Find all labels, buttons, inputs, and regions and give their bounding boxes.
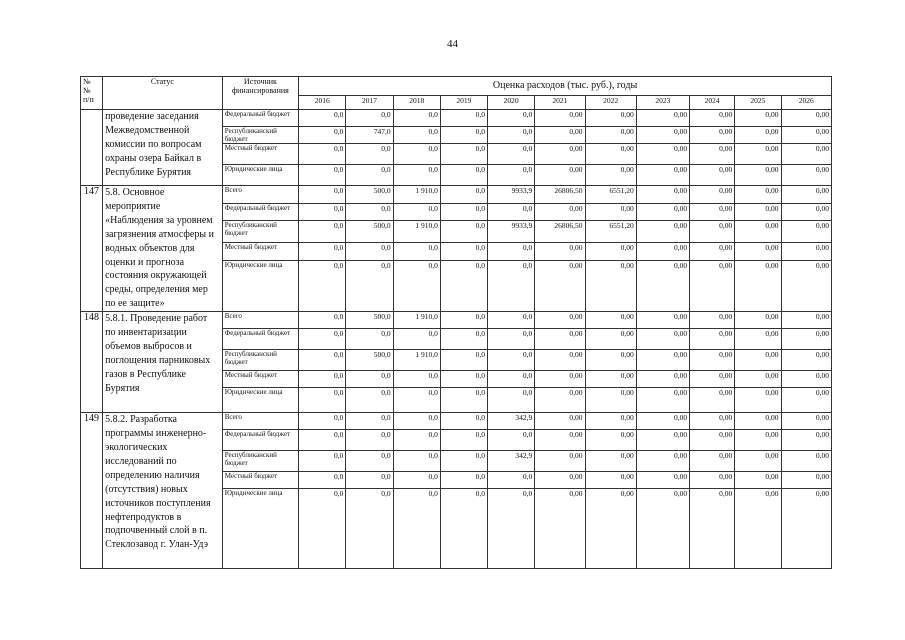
- expense-value: 0,0: [299, 413, 346, 430]
- row-number: 149: [81, 413, 103, 569]
- expense-value: 0,00: [781, 430, 831, 451]
- expense-value: 0,00: [636, 110, 689, 127]
- expense-value: 0,00: [535, 144, 585, 165]
- header-status: Статус: [103, 77, 223, 110]
- expense-value: 0,0: [299, 350, 346, 371]
- expense-value: 0,00: [690, 489, 735, 569]
- funding-source: Федеральный бюджет: [222, 110, 298, 127]
- expense-value: 0,00: [636, 144, 689, 165]
- expense-value: 0,00: [690, 127, 735, 144]
- expense-value: 0,0: [393, 110, 440, 127]
- page-number: 44: [447, 38, 458, 50]
- expense-value: 0,00: [781, 329, 831, 350]
- expense-value: 0,00: [636, 221, 689, 243]
- expense-value: 0,00: [585, 329, 636, 350]
- funding-source: Юридические лица: [222, 388, 298, 413]
- expense-value: 0,00: [690, 350, 735, 371]
- expense-value: 0,0: [393, 165, 440, 186]
- funding-source: Всего: [222, 186, 298, 204]
- expense-value: 0,0: [440, 110, 487, 127]
- table-row: [81, 186, 832, 204]
- row-number: 147: [81, 186, 103, 312]
- expense-value: 0,0: [346, 430, 393, 451]
- expense-value: 0,0: [346, 489, 393, 569]
- year-header: 2017: [346, 96, 393, 110]
- expense-value: 0,0: [393, 127, 440, 144]
- expense-value: 0,00: [690, 430, 735, 451]
- expense-value: 0,00: [636, 350, 689, 371]
- expense-value: 0,0: [440, 350, 487, 371]
- expense-value: 0,0: [393, 489, 440, 569]
- expense-value: 0,00: [636, 203, 689, 221]
- expense-value: 0,00: [535, 430, 585, 451]
- expense-value: 0,0: [440, 127, 487, 144]
- funding-source: Всего: [222, 312, 298, 329]
- expense-value: 0,0: [393, 413, 440, 430]
- expense-value: 0,00: [735, 186, 781, 204]
- expense-value: 0,0: [393, 472, 440, 489]
- expense-value: 0,00: [690, 413, 735, 430]
- expense-value: 0,00: [735, 472, 781, 489]
- expense-value: 0,00: [735, 371, 781, 388]
- status-text: 5.8.2. Разработка программы инженерно-экологических исследований по определению наличия (отсутствия) новых источников поступления нефтепродуктов в подпочвенный слой в п. Стеклозавод г. Улан-Удэ: [103, 413, 223, 569]
- expense-value: 0,00: [636, 413, 689, 430]
- expense-value: 0,00: [781, 221, 831, 243]
- expense-value: 0,00: [585, 243, 636, 261]
- expense-value: 0,00: [690, 110, 735, 127]
- funding-source: Местный бюджет: [222, 472, 298, 489]
- expense-value: 0,00: [535, 489, 585, 569]
- expense-value: 0,0: [488, 144, 535, 165]
- expense-value: 0,0: [440, 388, 487, 413]
- expense-value: 0,0: [346, 261, 393, 312]
- expense-value: 0,00: [735, 413, 781, 430]
- header-source: Источник финансирования: [222, 77, 298, 110]
- expense-value: 0,00: [636, 312, 689, 329]
- expense-value: 0,00: [781, 186, 831, 204]
- year-header: 2021: [535, 96, 585, 110]
- expense-value: 0,0: [488, 371, 535, 388]
- expense-value: 0,0: [299, 430, 346, 451]
- expense-value: 1 910,0: [393, 186, 440, 204]
- expense-value: 0,00: [535, 350, 585, 371]
- funding-source: Юридические лица: [222, 165, 298, 186]
- expense-value: 747,0: [346, 127, 393, 144]
- expense-value: 0,0: [488, 350, 535, 371]
- expense-value: 26806,50: [535, 221, 585, 243]
- expense-value: 0,00: [636, 489, 689, 569]
- expense-value: 0,00: [585, 413, 636, 430]
- year-header: 2022: [585, 96, 636, 110]
- expense-value: 0,0: [488, 489, 535, 569]
- expense-value: 0,00: [781, 261, 831, 312]
- expense-value: 0,00: [781, 451, 831, 472]
- year-header: 2016: [299, 96, 346, 110]
- expense-value: 0,00: [636, 388, 689, 413]
- table-row: [81, 312, 832, 329]
- expense-value: 0,00: [535, 472, 585, 489]
- expense-value: 0,0: [299, 489, 346, 569]
- funding-source: Юридические лица: [222, 261, 298, 312]
- expense-value: 0,00: [735, 350, 781, 371]
- expense-value: 0,00: [535, 127, 585, 144]
- expense-value: 0,00: [585, 203, 636, 221]
- expense-value: 0,00: [781, 350, 831, 371]
- expense-value: 0,0: [299, 371, 346, 388]
- expense-value: 0,0: [346, 203, 393, 221]
- expense-value: 0,0: [299, 243, 346, 261]
- expense-value: 0,0: [440, 430, 487, 451]
- expense-value: 500,0: [346, 312, 393, 329]
- expense-value: 0,00: [781, 203, 831, 221]
- expense-value: 0,00: [535, 243, 585, 261]
- expense-value: 500,0: [346, 350, 393, 371]
- expense-value: 0,00: [781, 312, 831, 329]
- expense-value: 0,00: [535, 388, 585, 413]
- expense-value: 1 910,0: [393, 221, 440, 243]
- year-header: 2025: [735, 96, 781, 110]
- expense-value: 0,00: [781, 110, 831, 127]
- expense-value: 0,0: [488, 472, 535, 489]
- status-text: 5.8.1. Проведение работ по инвентаризации объемов выбросов и поглощения парниковых газов в Республике Бурятия: [103, 312, 223, 413]
- expense-value: 0,00: [535, 203, 585, 221]
- expense-value: 0,00: [735, 489, 781, 569]
- funding-source: Местный бюджет: [222, 144, 298, 165]
- expense-value: 0,0: [299, 165, 346, 186]
- expense-value: 0,0: [393, 371, 440, 388]
- expense-value: 0,0: [488, 329, 535, 350]
- expense-value: 500,0: [346, 186, 393, 204]
- expense-value: 0,0: [299, 144, 346, 165]
- expense-value: 0,0: [440, 413, 487, 430]
- expense-value: 0,00: [636, 165, 689, 186]
- expense-value: 0,0: [299, 203, 346, 221]
- expense-value: 9933,9: [488, 221, 535, 243]
- expense-value: 0,0: [393, 144, 440, 165]
- expense-value: 0,0: [346, 371, 393, 388]
- expense-value: 0,00: [735, 261, 781, 312]
- expense-value: 0,0: [346, 451, 393, 472]
- expense-value: 26806,50: [535, 186, 585, 204]
- expense-value: 342,9: [488, 451, 535, 472]
- expense-value: 0,0: [393, 243, 440, 261]
- expense-value: 1 910,0: [393, 312, 440, 329]
- expense-value: 0,00: [781, 371, 831, 388]
- expense-value: 1 910,0: [393, 350, 440, 371]
- expense-value: 6551,20: [585, 221, 636, 243]
- expense-value: 500,0: [346, 221, 393, 243]
- expense-value: 0,00: [535, 371, 585, 388]
- funding-source: Республиканский бюджет: [222, 127, 298, 144]
- table-row: [81, 110, 832, 127]
- year-header: 2020: [488, 96, 535, 110]
- expense-value: 0,00: [585, 388, 636, 413]
- expense-value: 0,0: [488, 127, 535, 144]
- expense-value: 0,00: [535, 451, 585, 472]
- expense-value: 0,0: [346, 413, 393, 430]
- expense-value: 0,00: [735, 165, 781, 186]
- expense-value: 0,0: [440, 329, 487, 350]
- expense-value: 0,00: [735, 144, 781, 165]
- funding-source: Республиканский бюджет: [222, 350, 298, 371]
- expense-value: 0,00: [585, 430, 636, 451]
- funding-source: Местный бюджет: [222, 371, 298, 388]
- expense-value: 0,00: [781, 127, 831, 144]
- expense-value: 0,00: [636, 472, 689, 489]
- table-row: [81, 413, 832, 430]
- expense-value: 0,00: [690, 329, 735, 350]
- expense-value: 0,00: [690, 312, 735, 329]
- expense-value: 0,0: [299, 186, 346, 204]
- expense-value: 0,00: [735, 127, 781, 144]
- expense-value: 0,0: [440, 451, 487, 472]
- expense-value: 0,0: [346, 144, 393, 165]
- status-text: проведение заседания Межведомственной комиссии по вопросам охраны озера Байкал в Республике Бурятия: [103, 110, 223, 186]
- expense-value: 0,0: [488, 261, 535, 312]
- expense-value: 0,0: [488, 110, 535, 127]
- expense-value: 0,00: [690, 472, 735, 489]
- funding-source: Всего: [222, 413, 298, 430]
- expense-value: 0,00: [690, 261, 735, 312]
- expense-value: 0,0: [440, 203, 487, 221]
- expense-value: 0,00: [690, 221, 735, 243]
- expense-value: 0,00: [585, 371, 636, 388]
- expense-value: 0,00: [585, 350, 636, 371]
- expense-value: 0,0: [299, 451, 346, 472]
- expense-value: 0,0: [393, 451, 440, 472]
- expense-value: 0,0: [488, 203, 535, 221]
- status-text: 5.8. Основное мероприятие «Наблюдения за уровнем загрязнения атмосферы и водных объектов для оценки и прогноза состояния окружающей среды, определения мер по ее защите»: [103, 186, 223, 312]
- expense-value: 0,0: [488, 165, 535, 186]
- expense-value: 0,00: [535, 110, 585, 127]
- funding-source: Федеральный бюджет: [222, 203, 298, 221]
- expense-value: 0,0: [440, 371, 487, 388]
- expense-value: 0,00: [781, 489, 831, 569]
- expense-value: 0,0: [440, 312, 487, 329]
- header-num: № № п/п: [81, 77, 103, 110]
- expense-value: 0,00: [585, 312, 636, 329]
- expense-value: 0,00: [636, 430, 689, 451]
- expense-value: 0,0: [488, 430, 535, 451]
- expense-value: 0,0: [440, 186, 487, 204]
- expense-value: 0,00: [690, 371, 735, 388]
- expense-value: 9933,9: [488, 186, 535, 204]
- year-header: 2019: [440, 96, 487, 110]
- expense-value: 0,0: [299, 127, 346, 144]
- expense-value: 0,00: [690, 388, 735, 413]
- expense-value: 0,00: [690, 165, 735, 186]
- expense-value: 0,0: [346, 243, 393, 261]
- expense-value: 0,0: [488, 312, 535, 329]
- expense-value: 0,0: [488, 243, 535, 261]
- expense-value: 0,0: [346, 165, 393, 186]
- year-header: 2023: [636, 96, 689, 110]
- expense-value: 0,00: [781, 165, 831, 186]
- expense-value: 0,00: [535, 329, 585, 350]
- expense-value: 0,00: [735, 388, 781, 413]
- expense-value: 0,0: [346, 329, 393, 350]
- funding-source: Республиканский бюджет: [222, 451, 298, 472]
- expense-value: 0,00: [735, 451, 781, 472]
- expense-value: 0,00: [585, 144, 636, 165]
- funding-source: Федеральный бюджет: [222, 329, 298, 350]
- expense-value: 0,00: [535, 312, 585, 329]
- expense-value: 0,00: [781, 413, 831, 430]
- expense-value: 0,00: [781, 243, 831, 261]
- expense-value: 0,00: [735, 430, 781, 451]
- expense-value: 0,00: [585, 489, 636, 569]
- year-header: 2024: [690, 96, 735, 110]
- expense-value: 0,00: [690, 186, 735, 204]
- year-header: 2026: [781, 96, 831, 110]
- expense-value: 0,00: [735, 329, 781, 350]
- funding-source: Республиканский бюджет: [222, 221, 298, 243]
- expense-value: 0,0: [299, 110, 346, 127]
- expense-value: 0,00: [636, 261, 689, 312]
- row-number: [81, 110, 103, 186]
- expense-value: 0,00: [585, 472, 636, 489]
- expense-value: 0,00: [781, 144, 831, 165]
- expense-value: 0,00: [585, 165, 636, 186]
- expense-value: 0,0: [393, 388, 440, 413]
- expense-value: 0,0: [440, 165, 487, 186]
- expense-value: 342,9: [488, 413, 535, 430]
- expense-value: 0,00: [636, 186, 689, 204]
- funding-source: Юридические лица: [222, 489, 298, 569]
- expense-value: 0,00: [636, 243, 689, 261]
- expense-value: 0,00: [735, 221, 781, 243]
- expense-value: 0,00: [735, 203, 781, 221]
- expenditure-table: [80, 76, 832, 569]
- expense-value: 0,00: [690, 243, 735, 261]
- expense-value: 0,00: [690, 203, 735, 221]
- expense-value: 0,00: [535, 261, 585, 312]
- expense-value: 0,00: [735, 312, 781, 329]
- expense-value: 0,0: [440, 144, 487, 165]
- expense-value: 0,00: [535, 413, 585, 430]
- expense-value: 0,0: [299, 388, 346, 413]
- expense-value: 0,00: [735, 243, 781, 261]
- funding-source: Федеральный бюджет: [222, 430, 298, 451]
- header-estimate: Оценка расходов (тыс. руб.), годы: [299, 77, 832, 96]
- expense-value: 0,00: [636, 329, 689, 350]
- expense-value: 0,0: [440, 472, 487, 489]
- expense-value: 0,0: [440, 243, 487, 261]
- expense-value: 0,0: [299, 221, 346, 243]
- year-header: 2018: [393, 96, 440, 110]
- expense-value: 0,0: [440, 489, 487, 569]
- expense-value: 0,00: [690, 144, 735, 165]
- expense-value: 0,00: [535, 165, 585, 186]
- expense-value: 0,0: [393, 430, 440, 451]
- expense-value: 0,00: [636, 127, 689, 144]
- expense-value: 0,0: [440, 261, 487, 312]
- expense-value: 0,00: [585, 127, 636, 144]
- expense-value: 0,0: [393, 329, 440, 350]
- expense-value: 0,00: [585, 451, 636, 472]
- expense-value: 0,00: [781, 388, 831, 413]
- expense-value: 0,00: [636, 371, 689, 388]
- expense-value: 0,0: [299, 329, 346, 350]
- expense-value: 0,0: [440, 221, 487, 243]
- expense-value: 0,0: [346, 472, 393, 489]
- expense-value: 0,0: [299, 312, 346, 329]
- expense-value: 0,00: [781, 472, 831, 489]
- expense-value: 0,0: [299, 472, 346, 489]
- row-number: 148: [81, 312, 103, 413]
- expense-value: 0,00: [636, 451, 689, 472]
- expense-value: 0,00: [690, 451, 735, 472]
- expense-value: 0,00: [585, 261, 636, 312]
- funding-source: Местный бюджет: [222, 243, 298, 261]
- expense-value: 0,0: [299, 261, 346, 312]
- expense-value: 0,00: [585, 110, 636, 127]
- expense-value: 0,0: [488, 388, 535, 413]
- expense-value: 0,0: [393, 203, 440, 221]
- expense-value: 0,00: [735, 110, 781, 127]
- expense-value: 0,0: [346, 388, 393, 413]
- expense-value: 0,0: [393, 261, 440, 312]
- expense-value: 6551,20: [585, 186, 636, 204]
- expense-value: 0,0: [346, 110, 393, 127]
